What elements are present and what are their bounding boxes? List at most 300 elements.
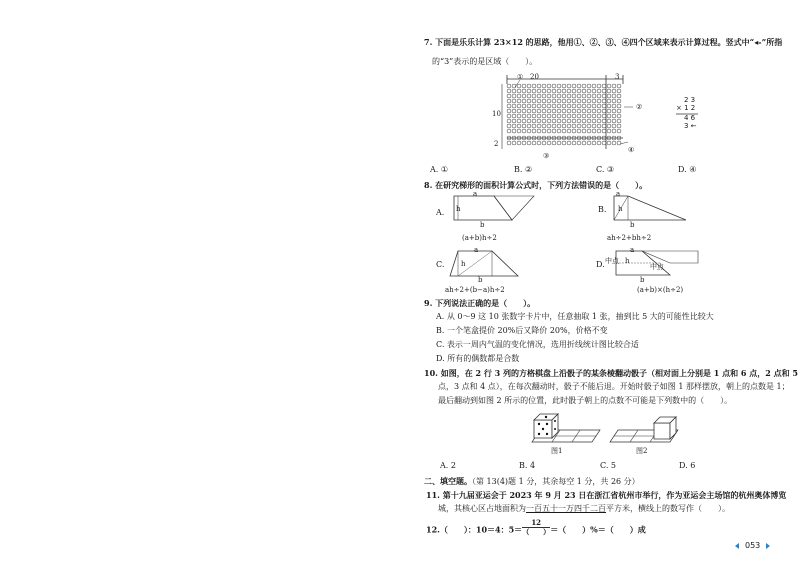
q8-d-h: h	[625, 257, 630, 265]
grid-dot	[547, 129, 551, 133]
grid-dot	[572, 104, 576, 108]
grid-dot	[617, 124, 621, 128]
q7-label-20: 20	[530, 73, 539, 81]
grid-dot	[602, 109, 606, 113]
q11-underlined-number: 一百五十一万四千二百	[526, 504, 606, 513]
q7-line2: 的“3”表示的是区域（ ）。	[432, 57, 538, 66]
q8-d-mid1: 中点	[605, 257, 619, 265]
q10-figure-1	[522, 410, 602, 446]
grid-dot	[547, 114, 551, 118]
grid-dot	[577, 89, 581, 93]
grid-dot	[527, 129, 531, 133]
grid-dot	[587, 99, 591, 103]
q8-d-b: b	[640, 276, 645, 284]
grid-dot	[562, 141, 566, 145]
grid-dot	[572, 124, 576, 128]
grid-dot	[567, 119, 571, 123]
grid-dot	[587, 124, 591, 128]
grid-dot	[532, 104, 536, 108]
grid-dot	[567, 141, 571, 145]
q9-option-d[interactable]: D. 所有的偶数都是合数	[436, 354, 520, 363]
grid-dot	[572, 109, 576, 113]
grid-dot	[612, 89, 616, 93]
grid-dot	[512, 84, 516, 88]
q8-a-a: a	[473, 190, 478, 198]
grid-dot	[517, 89, 521, 93]
grid-dot	[602, 119, 606, 123]
grid-dot	[597, 94, 601, 98]
grid-dot	[547, 89, 551, 93]
grid-dot	[612, 114, 616, 118]
grid-dot	[522, 109, 526, 113]
grid-dot	[557, 104, 561, 108]
grid-dot	[612, 119, 616, 123]
grid-dot	[507, 99, 511, 103]
grid-dot	[532, 109, 536, 113]
grid-dot	[587, 84, 591, 88]
grid-dot	[537, 114, 541, 118]
grid-dot	[552, 109, 556, 113]
q9-stem: 9. 下列说法正确的是（ ）。	[424, 298, 536, 308]
grid-dot	[512, 104, 516, 108]
grid-dot	[532, 114, 536, 118]
grid-dot	[542, 109, 546, 113]
grid-dot	[557, 119, 561, 123]
grid-dot	[507, 119, 511, 123]
grid-dot	[507, 104, 511, 108]
grid-dot	[507, 114, 511, 118]
q12-pre: 12.（ ）：10＝4：5＝	[426, 524, 523, 535]
grid-dot	[587, 129, 591, 133]
q7-line1: 7. 下面是乐乐计算 23×12 的思路，他用①、②、③、④四个区域来表示计算过程。竖式中“◂-”所指	[424, 37, 783, 47]
grid-dot	[607, 94, 611, 98]
grid-dot	[602, 124, 606, 128]
q8-c-figure	[446, 245, 526, 283]
grid-dot	[567, 104, 571, 108]
grid-dot	[607, 114, 611, 118]
grid-dot	[562, 129, 566, 133]
grid-dot	[547, 94, 551, 98]
grid-dot	[592, 119, 596, 123]
q8-d-formula: (a+b)×(h÷2)	[637, 286, 684, 294]
grid-dot	[582, 129, 586, 133]
grid-dot	[572, 141, 576, 145]
grid-dot	[517, 84, 521, 88]
grid-dot	[522, 84, 526, 88]
grid-dot	[582, 94, 586, 98]
grid-dot	[587, 109, 591, 113]
grid-dot	[592, 109, 596, 113]
grid-dot	[552, 114, 556, 118]
q7-label-3: 3	[615, 73, 620, 81]
grid-dot	[582, 99, 586, 103]
q10-option-a[interactable]: A. 2	[440, 461, 456, 470]
grid-dot	[617, 104, 621, 108]
grid-dot	[607, 99, 611, 103]
grid-dot	[612, 104, 616, 108]
grid-dot	[532, 99, 536, 103]
grid-dot	[567, 84, 571, 88]
grid-dot	[592, 141, 596, 145]
grid-dot	[582, 124, 586, 128]
grid-dot	[602, 94, 606, 98]
q8-d-mid2: 中点	[650, 263, 664, 271]
grid-dot	[517, 99, 521, 103]
grid-dot	[597, 119, 601, 123]
q10-line2: 点，3 点和 4 点），在每次翻动时，骰子不能后退。开始时骰子如图 1 那样摆放，朝上的点数是 1；	[438, 382, 790, 391]
grid-dot	[537, 129, 541, 133]
grid-dot	[547, 141, 551, 145]
grid-dot	[562, 99, 566, 103]
q10-figure-1-caption: 图1	[551, 447, 563, 455]
grid-dot	[577, 119, 581, 123]
grid-dot	[577, 104, 581, 108]
q11-line2-pre: 城，其核心区占地面积为	[438, 504, 526, 513]
grid-dot	[542, 104, 546, 108]
grid-dot	[577, 141, 581, 145]
grid-dot	[532, 119, 536, 123]
grid-dot	[547, 99, 551, 103]
grid-dot	[532, 141, 536, 145]
grid-dot	[597, 141, 601, 145]
grid-dot	[512, 124, 516, 128]
grid-dot	[572, 114, 576, 118]
grid-dot	[562, 109, 566, 113]
grid-dot	[602, 104, 606, 108]
q12-fraction	[522, 519, 550, 536]
grid-dot	[527, 124, 531, 128]
next-page-arrow-icon[interactable]	[766, 543, 770, 549]
grid-dot	[557, 129, 561, 133]
q8-c-b: b	[478, 276, 483, 284]
grid-dot	[597, 129, 601, 133]
grid-dot	[592, 124, 596, 128]
grid-dot	[607, 129, 611, 133]
grid-dot	[522, 99, 526, 103]
grid-dot	[537, 104, 541, 108]
q7-region-2: ②	[636, 103, 643, 111]
grid-dot	[542, 89, 546, 93]
grid-dot	[542, 84, 546, 88]
grid-dot	[532, 84, 536, 88]
grid-dot	[567, 129, 571, 133]
grid-dot	[597, 84, 601, 88]
q10-figure-2-caption: 图2	[636, 447, 648, 455]
grid-dot	[527, 99, 531, 103]
grid-dot	[557, 84, 561, 88]
grid-dot	[537, 89, 541, 93]
q8-a-h: h	[456, 205, 461, 213]
q8-c-formula: ah÷2+(b−a)h÷2	[445, 286, 505, 294]
q10-option-d[interactable]: D. 6	[679, 461, 696, 470]
grid-dot	[582, 109, 586, 113]
q8-stem: 8. 在研究梯形的面积计算公式时，下列方法错误的是（ ）。	[424, 180, 648, 190]
q7-option-d[interactable]: D. ④	[678, 165, 697, 174]
grid-dot	[582, 104, 586, 108]
section-2-note: （第 13(4)题 1 分，其余每空 1 分，共 26 分）	[472, 477, 640, 486]
q7-region-4: ④	[628, 146, 635, 154]
grid-dot	[542, 94, 546, 98]
grid-dot	[527, 89, 531, 93]
grid-dot	[617, 94, 621, 98]
grid-dot	[552, 119, 556, 123]
grid-dot	[572, 119, 576, 123]
q8-c-label: C.	[436, 260, 445, 269]
grid-dot	[532, 124, 536, 128]
q8-b-formula: ah÷2+bh÷2	[607, 234, 652, 242]
grid-dot	[532, 89, 536, 93]
grid-dot	[507, 89, 511, 93]
grid-dot	[562, 89, 566, 93]
q10-option-c[interactable]: C. 5	[600, 461, 617, 470]
q8-b-a: a	[616, 190, 621, 198]
grid-dot	[512, 99, 516, 103]
grid-dot	[512, 109, 516, 113]
page-number-nav	[732, 540, 777, 552]
grid-dot	[567, 114, 571, 118]
grid-dot	[547, 124, 551, 128]
q11-line2	[438, 504, 730, 514]
q12-post: ＝（ ）%＝（ ）成	[550, 524, 646, 535]
grid-dot	[522, 94, 526, 98]
grid-dot	[582, 119, 586, 123]
grid-dot	[577, 99, 581, 103]
q7-label-2: 2	[494, 140, 499, 148]
grid-dot	[547, 84, 551, 88]
grid-dot	[617, 129, 621, 133]
grid-dot	[617, 84, 621, 88]
grid-dot	[607, 104, 611, 108]
grid-dot	[602, 129, 606, 133]
q8-b-b: b	[630, 221, 635, 229]
grid-dot	[537, 109, 541, 113]
grid-dot	[572, 99, 576, 103]
grid-dot	[567, 99, 571, 103]
grid-dot	[547, 104, 551, 108]
grid-dot	[507, 129, 511, 133]
q7-option-a[interactable]: A. ①	[430, 165, 449, 174]
q10-line3: 最后翻动到如图 2 所示的位置，此时骰子朝上的点数不可能是下列数中的（ ）。	[438, 396, 733, 405]
grid-dot	[617, 89, 621, 93]
grid-dot	[567, 124, 571, 128]
grid-dot	[557, 141, 561, 145]
grid-dot	[517, 94, 521, 98]
grid-dot	[597, 109, 601, 113]
grid-dot	[517, 114, 521, 118]
grid-dot	[532, 94, 536, 98]
grid-dot	[602, 141, 606, 145]
q7-option-c[interactable]: C. ③	[596, 165, 615, 174]
grid-dot	[607, 124, 611, 128]
grid-dot	[612, 99, 616, 103]
q8-a-label: A.	[436, 208, 445, 217]
grid-dot	[522, 114, 526, 118]
q11-line2-post: 平方米，横线上的数写作（ ）。	[606, 504, 730, 513]
grid-dot	[507, 109, 511, 113]
q7-vertical-row4: 3 ←	[684, 122, 697, 130]
grid-dot	[607, 119, 611, 123]
grid-dot	[582, 114, 586, 118]
grid-dot	[512, 129, 516, 133]
grid-dot	[617, 109, 621, 113]
grid-dot	[602, 89, 606, 93]
q7-area-model	[500, 72, 643, 157]
grid-dot	[517, 124, 521, 128]
grid-dot	[587, 114, 591, 118]
grid-dot	[557, 99, 561, 103]
grid-dot	[522, 124, 526, 128]
q7-vertical-row2: × 1 2	[676, 104, 696, 112]
grid-dot	[537, 99, 541, 103]
grid-dot	[537, 84, 541, 88]
grid-dot	[527, 114, 531, 118]
grid-dot	[507, 124, 511, 128]
grid-dot	[612, 109, 616, 113]
grid-dot	[537, 124, 541, 128]
q7-option-b[interactable]: B. ②	[514, 165, 533, 174]
q8-b-label: B.	[598, 205, 607, 214]
grid-dot	[512, 114, 516, 118]
grid-dot	[617, 141, 621, 145]
grid-dot	[542, 141, 546, 145]
grid-dot	[542, 129, 546, 133]
q12-fraction-numerator: 12	[522, 519, 550, 528]
grid-dot	[562, 94, 566, 98]
q9-option-c[interactable]: C. 表示一周内气温的变化情况，选用折线统计图比较合适	[436, 340, 639, 349]
grid-dot	[597, 104, 601, 108]
q8-c-a: a	[474, 246, 479, 254]
grid-dot	[607, 89, 611, 93]
grid-dot	[547, 109, 551, 113]
grid-dot	[612, 84, 616, 88]
q12-line	[426, 518, 646, 539]
grid-dot	[537, 141, 541, 145]
grid-dot	[557, 124, 561, 128]
q7-label-10: 10	[492, 110, 501, 118]
grid-dot	[557, 89, 561, 93]
grid-dot	[512, 94, 516, 98]
grid-dot	[577, 94, 581, 98]
page-number: 053	[745, 541, 761, 550]
grid-dot	[547, 119, 551, 123]
grid-dot	[587, 104, 591, 108]
grid-dot	[617, 114, 621, 118]
grid-dot	[527, 84, 531, 88]
grid-dot	[577, 84, 581, 88]
grid-dot	[577, 114, 581, 118]
grid-dot	[552, 84, 556, 88]
q11-line1: 11. 第十九届亚运会于 2023 年 9 月 23 日在浙江省杭州市举行，作为亚运会主场馆的杭州奥体博览	[426, 490, 787, 500]
grid-dot	[527, 109, 531, 113]
grid-dot	[587, 89, 591, 93]
grid-dot	[592, 104, 596, 108]
grid-dot	[577, 129, 581, 133]
q10-line1: 10. 如图，在 2 行 3 列的方格棋盘上沿骰子的某条棱翻动骰子（相对面上分别是 1 点和 6 点，2 点和 5	[424, 368, 798, 378]
grid-dot	[552, 124, 556, 128]
grid-dot	[552, 99, 556, 103]
grid-dot	[602, 99, 606, 103]
grid-dot	[607, 109, 611, 113]
grid-dot	[557, 109, 561, 113]
grid-dot	[507, 141, 511, 145]
q10-figure-2	[606, 410, 686, 446]
grid-dot	[572, 89, 576, 93]
grid-dot	[527, 141, 531, 145]
grid-dot	[597, 89, 601, 93]
grid-dot	[592, 114, 596, 118]
q9-option-a[interactable]: A. 从 0～9 这 10 张数字卡片中，任意抽取 1 张，抽到比 5 大的可能性比较大	[436, 312, 714, 321]
q12-fraction-denominator[interactable]: （ ）	[522, 527, 551, 536]
q8-d-label: D.	[596, 260, 605, 269]
prev-page-arrow-icon[interactable]	[735, 543, 739, 549]
grid-dot	[607, 141, 611, 145]
grid-dot	[557, 114, 561, 118]
grid-dot	[507, 84, 511, 88]
grid-dot	[607, 84, 611, 88]
grid-dot	[542, 99, 546, 103]
q8-d-a: a	[630, 246, 635, 254]
grid-dot	[572, 129, 576, 133]
grid-dot	[527, 94, 531, 98]
grid-dot	[602, 84, 606, 88]
grid-dot	[617, 99, 621, 103]
grid-dot	[587, 94, 591, 98]
grid-dot	[562, 124, 566, 128]
grid-dot	[517, 119, 521, 123]
grid-dot	[562, 104, 566, 108]
grid-dot	[617, 119, 621, 123]
grid-dot	[552, 141, 556, 145]
grid-dot	[612, 129, 616, 133]
grid-dot	[587, 141, 591, 145]
grid-dot	[587, 119, 591, 123]
grid-dot	[567, 94, 571, 98]
q7-region-1: ①	[517, 73, 524, 81]
grid-dot	[582, 141, 586, 145]
grid-dot	[597, 99, 601, 103]
grid-dot	[562, 119, 566, 123]
grid-dot	[512, 119, 516, 123]
section-2-heading	[424, 476, 640, 487]
grid-dot	[537, 94, 541, 98]
grid-dot	[522, 141, 526, 145]
q7-vertical-row3: 4 6	[684, 114, 696, 122]
q8-c-h: h	[461, 260, 466, 268]
grid-dot	[522, 104, 526, 108]
grid-dot	[542, 114, 546, 118]
q10-option-b[interactable]: B. 4	[519, 461, 536, 470]
grid-dot	[567, 109, 571, 113]
q8-a-formula: (a+b)h÷2	[462, 234, 497, 242]
grid-dot	[572, 94, 576, 98]
grid-dot	[597, 114, 601, 118]
grid-dot	[507, 94, 511, 98]
grid-dot	[602, 114, 606, 118]
grid-dot	[532, 129, 536, 133]
grid-dot	[552, 129, 556, 133]
grid-dot	[592, 84, 596, 88]
grid-dot	[592, 94, 596, 98]
q9-option-b[interactable]: B. 一个笔盒提价 20%后又降价 20%，价格不变	[436, 326, 608, 335]
grid-dot	[552, 94, 556, 98]
grid-dot	[562, 114, 566, 118]
grid-dot	[612, 124, 616, 128]
grid-dot	[557, 94, 561, 98]
grid-dot	[612, 141, 616, 145]
grid-dot	[512, 141, 516, 145]
grid-dot	[577, 124, 581, 128]
grid-dot	[582, 89, 586, 93]
